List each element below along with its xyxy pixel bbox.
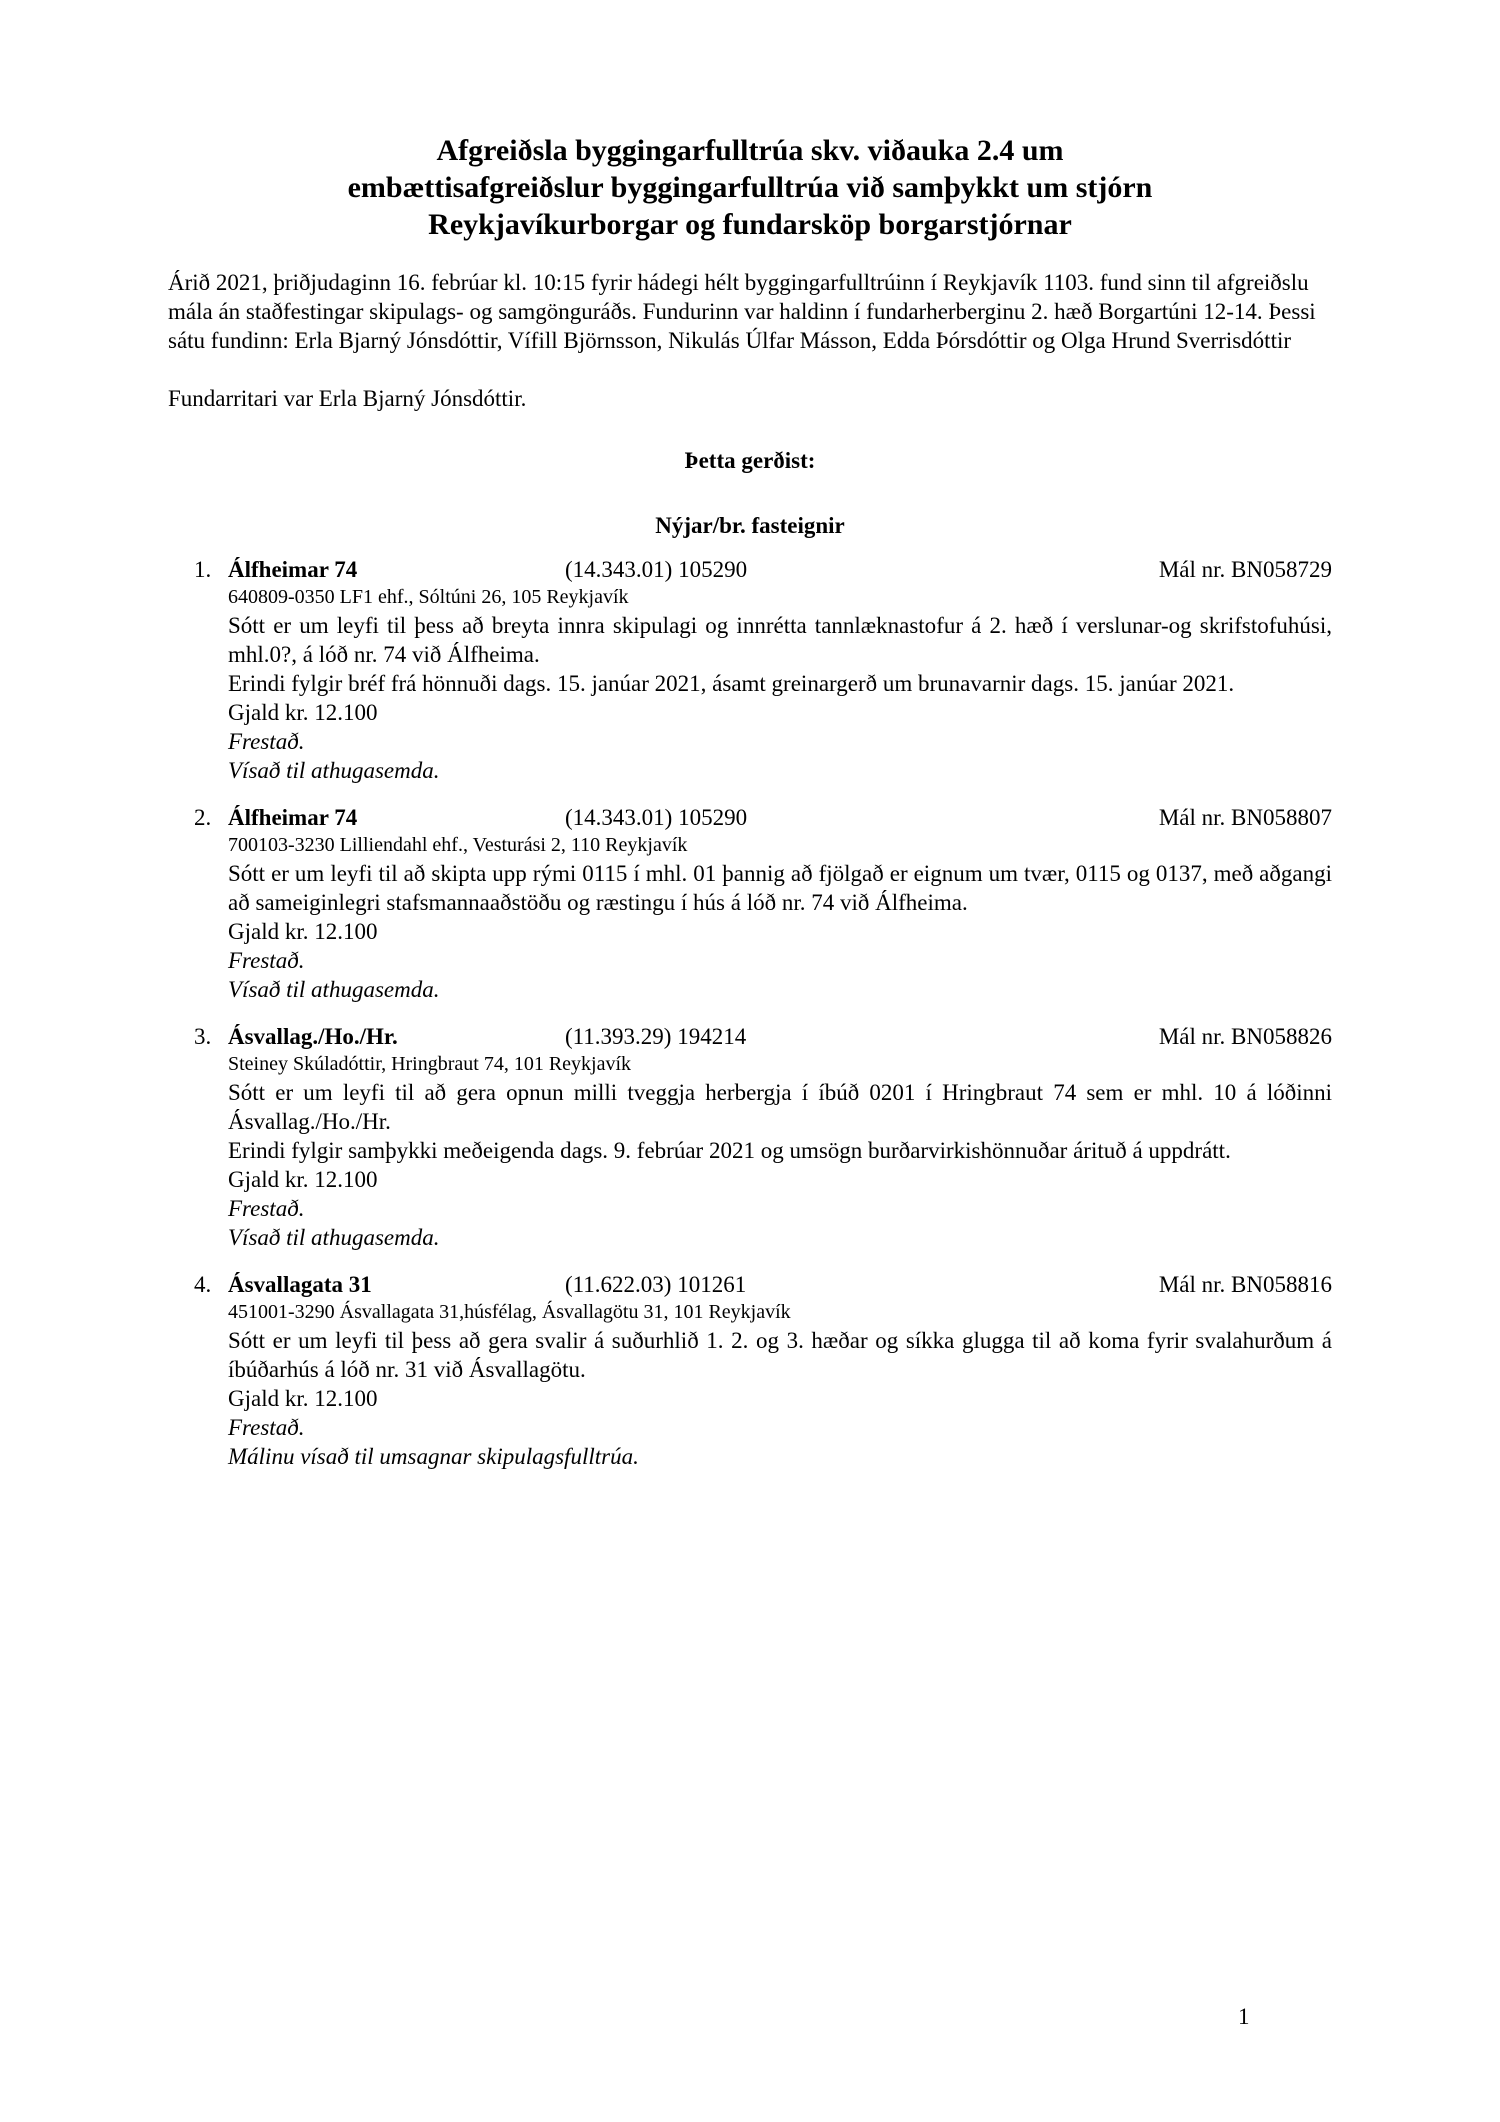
document-title-line-1: Afgreiðsla byggingarfulltrúa skv. viðauka 2.4 um: [436, 134, 1064, 167]
case-attachment-paragraph: Erindi fylgir bréf frá hönnuði dags. 15. janúar 2021, ásamt greinargerð um brunavarnir dags. 15. janúar 2021.: [228, 671, 1235, 696]
status-line: Frestað.: [228, 1196, 305, 1221]
case-index: 1.: [194, 557, 212, 582]
status-referral-line: Málinu vísað til umsagnar skipulagsfulltrúa.: [228, 1444, 639, 1469]
applicant-line: Steiney Skúladóttir, Hringbraut 74, 101 Reykjavík: [228, 1053, 632, 1075]
meeting-intro-paragraph: Árið 2021, þriðjudaginn 16. febrúar kl. 10:15 fyrir hádegi hélt byggingarfulltrúinn í Reykjavík 1103. fund sinn til afgreiðslu mála án staðfestingar skipulags- og samgönguráðs. Fundurinn var haldinn í fundarherberginu 2. hæð Borgartúni 12-14. Þessi sátu fundinn: Erla Bjarný Jónsdóttir, Vífill Björnsson, Nikulás Úlfar Másson, Edda Þórsdóttir og Olga Hrund Sverrisdóttir: [168, 270, 1316, 353]
status-line: Frestað.: [228, 948, 305, 973]
case-title: Álfheimar 74: [228, 805, 358, 830]
document-title-line-2: embættisafgreiðslur byggingarfulltrúa við samþykkt um stjórn: [347, 171, 1153, 204]
case-id: Mál nr. BN058826: [1158, 1024, 1332, 1049]
page-number: 1: [1238, 2004, 1250, 2029]
fee-line: Gjald kr. 12.100: [228, 919, 378, 944]
case-title: Álfheimar 74: [228, 557, 358, 582]
case-content: [228, 584, 1332, 785]
document-title: [168, 132, 1332, 243]
fee-line: Gjald kr. 12.100: [228, 1167, 378, 1192]
status-line: Frestað.: [228, 1415, 305, 1440]
case-id: Mál nr. BN058807: [1158, 805, 1332, 830]
case-reference: (14.343.01) 105290: [565, 805, 748, 830]
case-item-4: [194, 1270, 1332, 1471]
subsection-heading: Nýjar/br. fasteignir: [655, 513, 845, 538]
case-header: [194, 1270, 1332, 1299]
applicant-line: 640809-0350 LF1 ehf., Sóltúni 26, 105 Reykjavík: [228, 586, 629, 608]
case-title: Ásvallag./Ho./Hr.: [228, 1024, 398, 1049]
case-content: [228, 1051, 1332, 1252]
fee-line: Gjald kr. 12.100: [228, 1386, 378, 1411]
case-title: Ásvallagata 31: [228, 1272, 372, 1297]
case-description-paragraph: Sótt er um leyfi til að skipta upp rými 0115 í mhl. 01 þannig að fjölgað er eignum um tvær, 0115 og 0137, með aðgangi að sameiginlegri stafsmannaaðstöðu og ræstingu í hús á lóð nr. 74 við Álfheima.: [228, 861, 1332, 915]
document-title-line-3: Reykjavíkurborgar og fundarsköp borgarstjórnar: [428, 208, 1072, 241]
case-item-3: [194, 1022, 1332, 1252]
status-referral-line: Vísað til athugasemda.: [228, 1225, 440, 1250]
case-description-paragraph: Sótt er um leyfi til þess að gera svalir á suðurhlið 1. 2. og 3. hæðar og síkka glugga til að koma fyrir svalahurðum á íbúðarhús á lóð nr. 31 við Ásvallagötu.: [228, 1328, 1332, 1382]
status-referral-line: Vísað til athugasemda.: [228, 758, 440, 783]
case-list: [194, 555, 1332, 1471]
case-header: [194, 555, 1332, 584]
case-index: 4.: [194, 1272, 212, 1297]
case-reference: (11.622.03) 101261: [565, 1272, 747, 1297]
case-reference: (11.393.29) 194214: [565, 1024, 747, 1049]
case-description-paragraph: Sótt er um leyfi til að gera opnun milli tveggja herbergja í íbúð 0201 í Hringbraut 74 sem er mhl. 10 á lóðinni Ásvallag./Ho./Hr.: [228, 1080, 1332, 1134]
case-description-paragraph: Sótt er um leyfi til þess að breyta innra skipulagi og innrétta tannlæknastofur á 2. hæð í verslunar-og skrifstofuhúsi, mhl.0?, á lóð nr. 74 við Álfheima.: [228, 613, 1332, 667]
section-heading: Þetta gerðist:: [684, 448, 816, 473]
case-id: Mál nr. BN058729: [1158, 557, 1332, 582]
case-index: 2.: [194, 805, 212, 830]
case-index: 3.: [194, 1024, 212, 1049]
case-attachment-paragraph: Erindi fylgir samþykki meðeigenda dags. 9. febrúar 2021 og umsögn burðarvirkishönnuðar árituð á uppdrátt.: [228, 1138, 1231, 1163]
fee-line: Gjald kr. 12.100: [228, 700, 378, 725]
case-item-1: [194, 555, 1332, 785]
case-content: [228, 832, 1332, 1004]
case-reference: (14.343.01) 105290: [565, 557, 748, 582]
case-header: [194, 1022, 1332, 1051]
case-header: [194, 803, 1332, 832]
case-id: Mál nr. BN058816: [1158, 1272, 1332, 1297]
applicant-line: 451001-3290 Ásvallagata 31,húsfélag, Ásvallagötu 31, 101 Reykjavík: [228, 1301, 791, 1323]
applicant-line: 700103-3230 Lilliendahl ehf., Vesturási 2, 110 Reykjavík: [228, 834, 688, 856]
status-referral-line: Vísað til athugasemda.: [228, 977, 440, 1002]
case-content: [228, 1299, 1332, 1471]
secretary-line: Fundarritari var Erla Bjarný Jónsdóttir.: [168, 386, 527, 411]
status-line: Frestað.: [228, 729, 305, 754]
case-item-2: [194, 803, 1332, 1004]
